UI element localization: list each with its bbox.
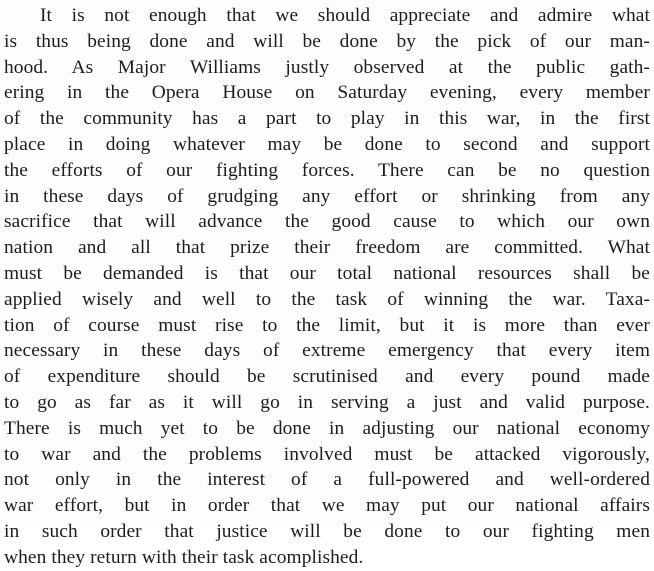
text-line: when they return with their task acomplished.	[4, 546, 364, 568]
text-line: applied wisely and well to the task of winning the war. Taxa-	[4, 288, 650, 310]
text-line: tion of course must rise to the limit, but it is more than ever	[4, 314, 650, 336]
text-line: in such order that justice will be done to our fighting men	[4, 520, 650, 542]
text-line: sacrifice that will advance the good cause to which our own	[4, 211, 650, 233]
text-line: hood. As Major Williams justly observed at the public gath-	[4, 56, 650, 78]
text-line: the efforts of our fighting forces. There can be no question	[4, 159, 650, 181]
text-line: war effort, but in order that we may put our national affairs	[4, 495, 650, 517]
text-line: necessary in these days of extreme emergency that every item	[4, 340, 650, 362]
text-line: There is much yet to be done in adjusting our national economy	[4, 417, 650, 439]
text-line: must be demanded is that our total national resources shall be	[4, 262, 650, 284]
text-line: It is not enough that we should appreciate and admire what	[40, 5, 650, 26]
text-line: place in doing whatever may be done to second and support	[4, 133, 650, 155]
article-paragraph	[4, 3, 650, 571]
text-line: to go as far as it will go in serving a just and valid purpose.	[4, 391, 650, 413]
text-line: not only in the interest of a full-powered and well-ordered	[4, 469, 650, 491]
text-line: of the community has a part to play in this war, in the first	[4, 108, 650, 130]
text-line: to war and the problems involved must be attacked vigorously,	[4, 443, 650, 465]
text-line: is thus being done and will be done by the pick of our man-	[4, 30, 650, 52]
text-line: ering in the Opera House on Saturday evening, every member	[4, 82, 650, 104]
text-line: nation and all that prize their freedom are committed. What	[4, 237, 650, 259]
text-line: in these days of grudging any effort or shrinking from any	[4, 185, 650, 207]
text-line: of expenditure should be scrutinised and every pound made	[4, 366, 650, 388]
